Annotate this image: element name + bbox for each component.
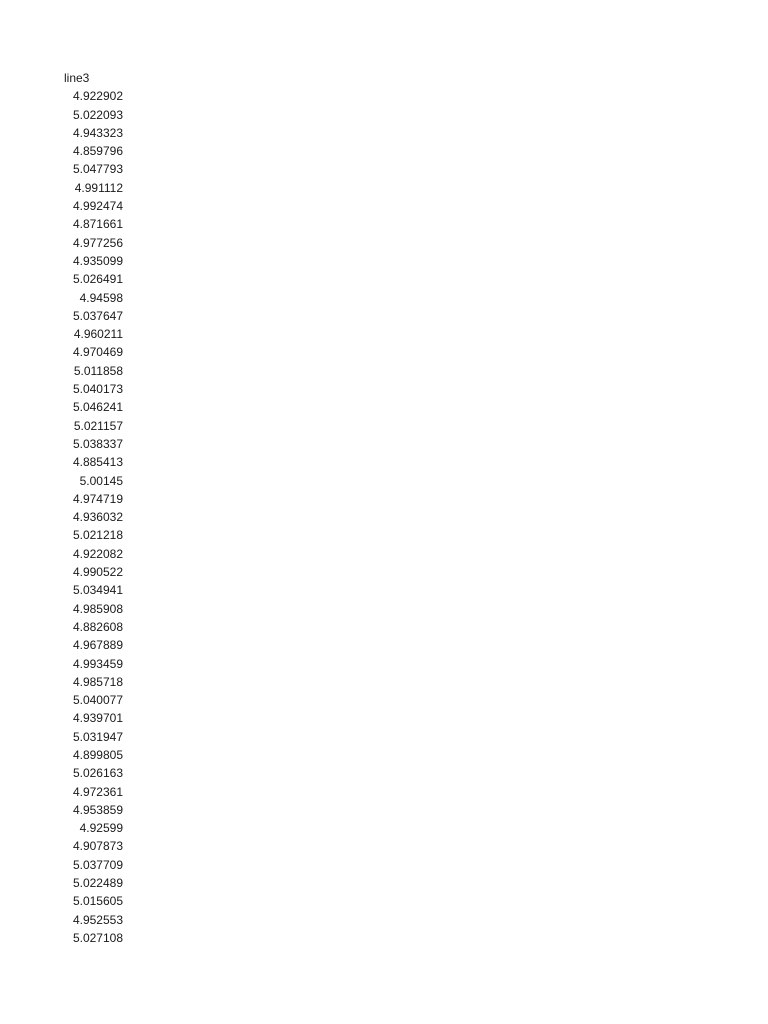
data-cell: 4.871661 <box>72 217 123 232</box>
data-cell: 4.993459 <box>72 656 123 671</box>
data-cell: 5.031947 <box>72 729 123 744</box>
data-cell: 5.015605 <box>72 894 123 909</box>
data-cell: 4.939701 <box>72 711 123 726</box>
data-cell: 5.027108 <box>72 930 123 945</box>
data-cell: 4.953859 <box>72 802 123 817</box>
data-cell: 4.92599 <box>79 821 123 836</box>
data-cell: 4.952553 <box>72 912 123 927</box>
data-cell: 4.922902 <box>72 89 123 104</box>
data-cell: 5.034941 <box>72 583 123 598</box>
data-column <box>64 69 123 947</box>
data-cell: 5.047793 <box>72 162 123 177</box>
data-cell: 5.038337 <box>72 436 123 451</box>
data-cell: 5.037709 <box>72 857 123 872</box>
data-cell: 4.967889 <box>72 638 123 653</box>
data-cell: 4.977256 <box>72 235 123 250</box>
column-values <box>64 87 123 947</box>
data-cell: 5.021157 <box>73 418 123 433</box>
data-cell: 4.935099 <box>72 253 123 268</box>
data-cell: 5.021218 <box>72 528 123 543</box>
data-cell: 4.972361 <box>72 784 123 799</box>
data-cell: 5.022093 <box>72 107 123 122</box>
column-header: line3 <box>64 71 90 85</box>
data-cell: 5.026491 <box>72 272 123 287</box>
data-cell: 4.882608 <box>72 619 123 634</box>
data-cell: 4.907873 <box>72 839 123 854</box>
data-cell: 5.026163 <box>72 766 123 781</box>
data-cell: 4.936032 <box>72 510 123 525</box>
data-cell: 4.974719 <box>72 491 123 506</box>
data-cell: 4.991112 <box>74 180 123 195</box>
data-cell: 5.00145 <box>79 473 123 488</box>
data-cell: 5.037647 <box>72 308 123 323</box>
data-cell: 4.985908 <box>72 601 123 616</box>
data-cell: 4.899805 <box>72 747 123 762</box>
data-cell: 4.990522 <box>72 565 123 580</box>
data-cell: 5.046241 <box>72 400 123 415</box>
data-cell: 5.040173 <box>72 382 123 397</box>
data-cell: 4.985718 <box>72 674 123 689</box>
data-cell: 4.960211 <box>73 327 123 342</box>
data-cell: 4.885413 <box>72 455 123 470</box>
data-cell: 4.94598 <box>79 290 123 305</box>
data-cell: 4.859796 <box>72 144 123 159</box>
data-cell: 4.992474 <box>72 199 123 214</box>
data-cell: 5.022489 <box>72 876 123 891</box>
data-cell: 4.943323 <box>72 125 123 140</box>
data-cell: 4.970469 <box>72 345 123 360</box>
data-cell: 5.011858 <box>73 363 123 378</box>
data-cell: 4.922082 <box>72 546 123 561</box>
data-cell: 5.040077 <box>72 693 123 708</box>
